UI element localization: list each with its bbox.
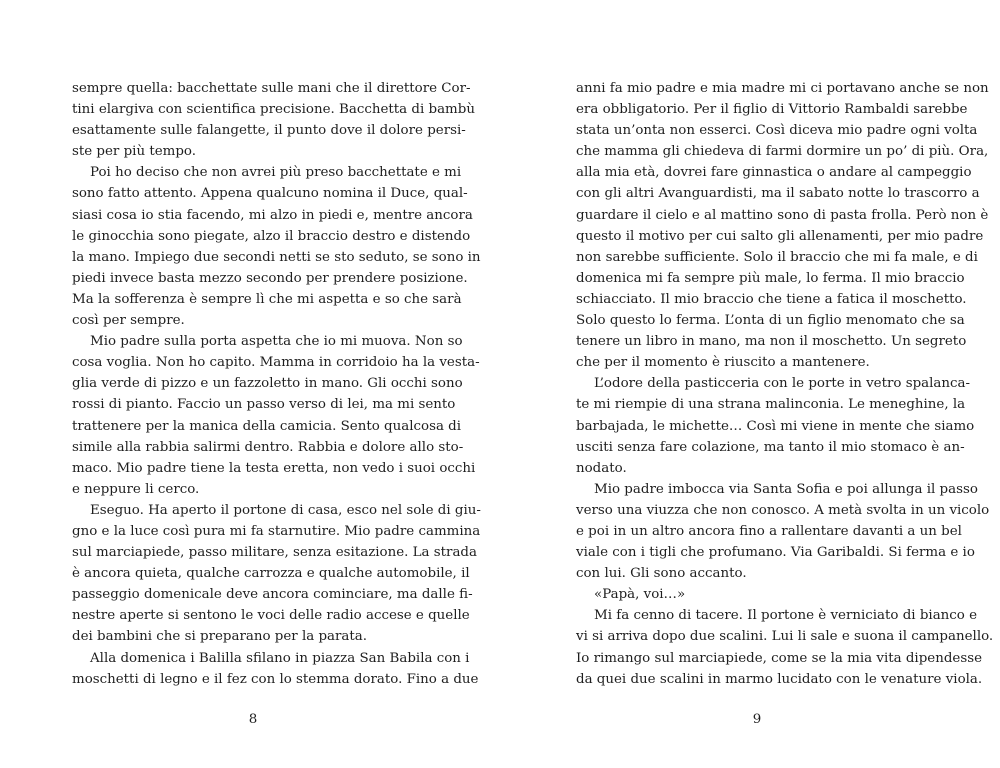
text-line: tenere un libro in mano, ma non il moschetto. Un segreto — [576, 334, 967, 350]
text-line: nodato. — [576, 460, 627, 476]
right-page-text — [576, 78, 994, 690]
text-line: Alla domenica i Balilla sfilano in piazza San Babila con i — [90, 650, 470, 666]
text-line: te mi riempie di una strana malinconia. Le meneghine, la — [576, 397, 966, 413]
text-line: L’odore della pasticceria con le porte in vetro spalanca- — [594, 376, 971, 392]
text-line: Poi ho deciso che non avrei più preso bacchettate e mi — [90, 165, 462, 181]
text-line: schiacciato. Il mio braccio che tiene a fatica il moschetto. — [576, 291, 967, 307]
text-line: esattamente sulle falangette, il punto dove il dolore persi- — [72, 123, 466, 139]
text-line: e neppure li cerco. — [72, 481, 200, 497]
text-line: Io rimango sul marciapiede, come se la mia vita dipendesse — [576, 650, 983, 666]
text-line: «Papà, voi…» — [594, 587, 686, 603]
text-line: ste per più tempo. — [72, 144, 196, 160]
text-line: maco. Mio padre tiene la testa eretta, non vedo i suoi occhi — [72, 460, 476, 476]
text-line: è ancora quieta, qualche carrozza e qualche automobile, il — [72, 566, 470, 582]
text-line: gno e la luce così pura mi fa starnutire. Mio padre cammina — [72, 523, 481, 539]
text-line: Eseguo. Ha aperto il portone di casa, esco nel sole di giu- — [90, 502, 481, 518]
text-line: sempre quella: bacchettate sulle mani che il direttore Cor- — [72, 81, 471, 96]
text-line: dei bambini che si preparano per la parata. — [72, 629, 368, 645]
text-line: domenica mi fa sempre più male, lo ferma. Il mio braccio — [576, 270, 965, 286]
text-line: rossi di pianto. Faccio un passo verso di lei, ma mi sento — [72, 397, 456, 413]
text-line: le ginocchia sono piegate, alzo il braccio destro e distendo — [72, 228, 471, 244]
text-line: passeggio domenicale deve ancora cominciare, ma dalle fi- — [72, 587, 473, 603]
text-line: Mio padre sulla porta aspetta che io mi muova. Non so — [90, 334, 463, 350]
text-line: Mi fa cenno di tacere. Il portone è verniciato di bianco e — [594, 608, 978, 624]
text-line: vi si arriva dopo due scalini. Lui li sale e suona il campanello. — [576, 629, 994, 645]
text-line: verso una viuzza che non conosco. A metà svolta in un vicolo — [576, 502, 990, 518]
text-line: cosa voglia. Non ho capito. Mamma in corridoio ha la vesta- — [72, 355, 480, 371]
page-number-left: 8 — [248, 712, 258, 727]
text-line: la mano. Impiego due secondi netti se sto seduto, se sono in — [72, 249, 481, 265]
text-line: trattenere per la manica della camicia. Sento qualcosa di — [72, 418, 462, 434]
text-line: siasi cosa io stia facendo, mi alzo in piedi e, mentre ancora — [72, 207, 473, 223]
text-line: Solo questo lo ferma. L’onta di un figlio menomato che sa — [576, 313, 965, 329]
text-line: così per sempre. — [72, 313, 185, 329]
text-line: sul marciapiede, passo militare, senza esitazione. La strada — [72, 545, 477, 561]
text-line: che per il momento è riuscito a mantenere. — [576, 355, 870, 371]
text-line: Mio padre imbocca via Santa Sofia e poi allunga il passo — [594, 481, 978, 497]
text-line: da quei due scalini in marmo lucidato con le venature viola. — [576, 671, 983, 687]
text-line: nestre aperte si sentono le voci delle radio accese e quelle — [72, 608, 470, 624]
text-line: moschetti di legno e il fez con lo stemma dorato. Fino a due — [72, 671, 479, 687]
text-line: barbajada, le michette… Così mi viene in mente che siamo — [576, 418, 975, 434]
text-line: era obbligatorio. Per il figlio di Vittorio Rambaldi sarebbe — [576, 102, 968, 118]
text-line: con lui. Gli sono accanto. — [576, 566, 747, 582]
text-line: viale con i tigli che profumano. Via Garibaldi. Si ferma e io — [576, 545, 975, 561]
text-line: stata un’onta non esserci. Così diceva mio padre ogni volta — [576, 123, 978, 139]
text-line: guardare il cielo e al mattino sono di pasta frolla. Però non è — [576, 207, 989, 223]
text-line: tini elargiva con scientifica precisione. Bacchetta di bambù — [72, 102, 475, 118]
text-line: glia verde di pizzo e un fazzoletto in mano. Gli occhi sono — [72, 376, 463, 392]
text-line: non sarebbe sufficiente. Solo il braccio che mi fa male, e di — [576, 249, 978, 265]
text-line: con gli altri Avanguardisti, ma il sabato notte lo trascorro a — [576, 186, 980, 202]
left-page-text — [72, 78, 481, 690]
text-line: alla mia età, dovrei fare ginnastica o andare al campeggio — [576, 165, 972, 181]
text-line: simile alla rabbia salirmi dentro. Rabbia e dolore allo sto- — [72, 439, 464, 455]
text-line: questo il motivo per cui salto gli allenamenti, per mio padre — [576, 228, 984, 244]
text-line: che mamma gli chiedeva di farmi dormire un po’ di più. Ora, — [576, 144, 989, 160]
page-number-right: 9 — [752, 712, 762, 727]
text-line: sono fatto attento. Appena qualcuno nomina il Duce, qual- — [72, 186, 468, 202]
text-line: Ma la sofferenza è sempre lì che mi aspetta e so che sarà — [72, 291, 462, 307]
text-line: anni fa mio padre e mia madre mi ci portavano anche se non — [576, 81, 989, 96]
text-line: usciti senza fare colazione, ma tanto il mio stomaco è an- — [576, 439, 965, 455]
text-line: e poi in un altro ancora fino a rallentare davanti a un bel — [576, 523, 962, 539]
text-line: piedi invece basta mezzo secondo per prendere posizione. — [72, 270, 468, 286]
